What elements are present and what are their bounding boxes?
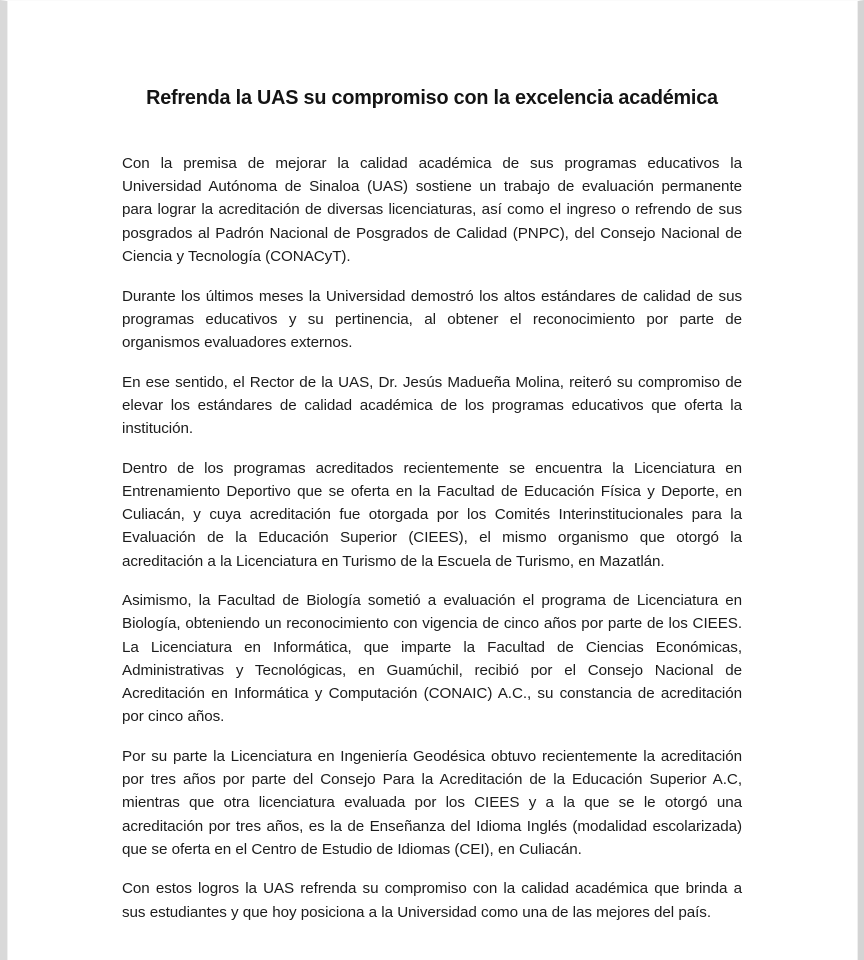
paragraph-geodesica-ingles: Por su parte la Licenciatura en Ingeniería Geodésica obtuvo recientemente la acreditación por tres años por parte del Consejo Para la Acreditación de la Educación Superior A.C, mientras que otra licenciatura evaluada por los CIEES y a la que se le otorgó una acreditación por tres años, es la de Enseñanza del Idioma Inglés (modalidad escolarizada) que se oferta en el Centro de Estudio de Idiomas (CEI), en Culiacán. (122, 747, 742, 858)
paragraph-estandares-calidad: Durante los últimos meses la Universidad demostró los altos estándares de calidad de sus programas educativos y su pertinencia, al obtener el reconocimiento por parte de organismos evaluadores externos. (122, 287, 742, 351)
paragraph-biologia-informatica: Asimismo, la Facultad de Biología sometió a evaluación el programa de Licenciatura en Biología, obteniendo un reconocimiento con vigencia de cinco años por parte de los CIEES. La Licenciatura en Informática, que imparte la Facultad de Ciencias Económicas, Administrativas y Tecnológicas, en Guamúchil, recibió por el Consejo Nacional de Acreditación en Informática y Computación (CONAIC) A.C., su constancia de acreditación por cinco años. (122, 592, 742, 726)
document-body (122, 152, 742, 924)
paragraph-cierre-logros: Con estos logros la UAS refrenda su compromiso con la calidad académica que brinda a sus estudiantes y que hoy posiciona a la Universidad como una de las mejores del país. (122, 880, 742, 921)
document-sheet (122, 1, 742, 960)
paragraph-programas-acreditados-ciees: Dentro de los programas acreditados recientemente se encuentra la Licenciatura en Entrenamiento Deportivo que se oferta en la Facultad de Educación Física y Deporte, en Culiacán, y cuya acreditación fue otorgada por los Comités Interinstitucionales para la Evaluación de la Educación Superior (CIEES), el mismo organismo que otorgó la acreditación a la Licenciatura en Turismo de la Escuela de Turismo, en Mazatlán. (122, 459, 742, 570)
paragraph-declaracion-rector: En ese sentido, el Rector de la UAS, Dr. Jesús Madueña Molina, reiteró su compromiso de elevar los estándares de calidad académica de los programas educativos que oferta la institución. (122, 373, 742, 438)
page-title: Refrenda la UAS su compromiso con la excelencia académica (146, 86, 718, 109)
paragraph-intro-premisa: Con la premisa de mejorar la calidad académica de sus programas educativos la Universidad Autónoma de Sinaloa (UAS) sostiene un trabajo de evaluación permanente para lograr la acreditación de diversas licenciaturas, así como el ingreso o refrendo de sus posgrados al Padrón Nacional de Posgrados de Calidad (PNPC), del Consejo Nacional de Ciencia y Tecnología (CONACyT). (122, 155, 742, 265)
